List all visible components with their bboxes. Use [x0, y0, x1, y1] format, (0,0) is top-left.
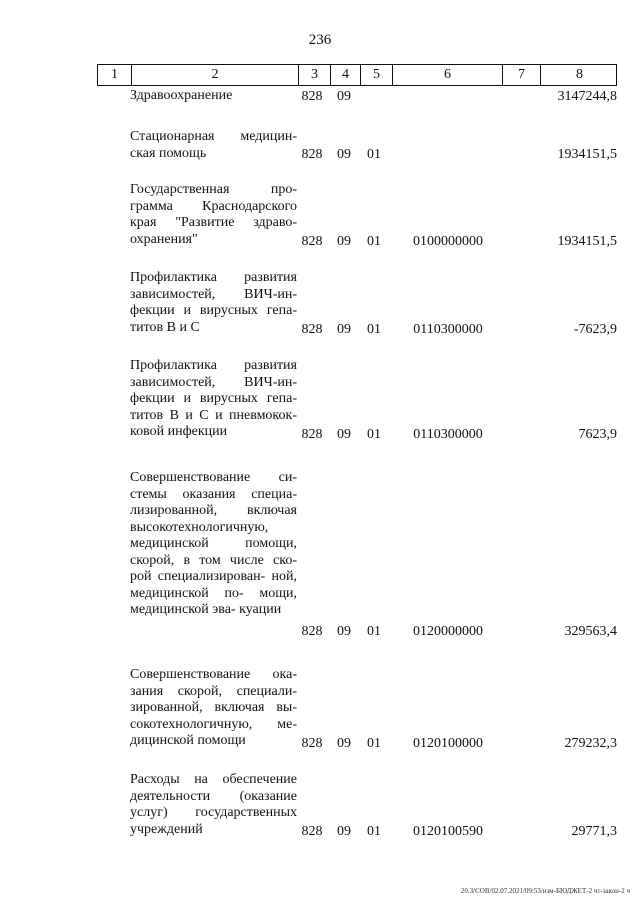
row-code-4: 09	[337, 735, 351, 751]
row-amount: 7623,9	[578, 426, 617, 442]
page-number: 236	[308, 32, 332, 48]
row-code-4: 09	[337, 233, 351, 249]
header-col-4: 4	[330, 65, 360, 85]
row-code-6: 0120100590	[413, 823, 483, 839]
table-row	[97, 667, 617, 752]
row-code-3: 828	[301, 233, 323, 249]
row-code-6: 0120000000	[413, 623, 483, 639]
row-code-4: 09	[337, 321, 351, 337]
table-row	[97, 358, 617, 443]
row-code-4: 09	[337, 623, 351, 639]
table-row	[97, 182, 617, 250]
row-amount: 3147244,8	[557, 88, 617, 104]
row-code-5: 01	[367, 623, 381, 639]
row-description: Профилактика развития зависимостей, ВИЧ-ин- фекции и вирусных гепа- титов В и С и пневмокок- ковой инфекции	[130, 358, 297, 439]
row-amount: 1934151,5	[557, 233, 617, 249]
header-col-5: 5	[360, 65, 392, 85]
row-code-3: 828	[301, 321, 323, 337]
row-amount: 29771,3	[571, 823, 617, 839]
row-code-4: 09	[337, 823, 351, 839]
row-code-4: 09	[337, 426, 351, 442]
table-row	[97, 129, 617, 163]
row-code-6: 0100000000	[413, 233, 483, 249]
budget-table	[97, 64, 617, 839]
row-code-5: 01	[367, 146, 381, 162]
row-code-3: 828	[301, 623, 323, 639]
document-footer-stamp: 20.3/СОВ/02.07.2021/09:53/изм-БЮДЖЕТ-2 чт-закон-2 ч	[460, 887, 630, 895]
table-row	[97, 772, 617, 840]
row-amount: 279232,3	[564, 735, 617, 751]
row-code-6: 0120100000	[413, 735, 483, 751]
row-code-4: 09	[337, 88, 351, 104]
row-code-6: 0110300000	[413, 321, 483, 337]
row-amount: 329563,4	[564, 623, 617, 639]
header-col-8: 8	[540, 65, 618, 85]
row-code-6: 0110300000	[413, 426, 483, 442]
row-code-3: 828	[301, 735, 323, 751]
table-row	[97, 470, 617, 640]
table-row	[97, 270, 617, 338]
row-code-5: 01	[367, 823, 381, 839]
header-col-3: 3	[298, 65, 330, 85]
header-col-6: 6	[392, 65, 502, 85]
row-code-3: 828	[301, 823, 323, 839]
row-description: Совершенствование ока- зания скорой, специали- зированной, включая вы- сокотехнологичную, ме- дицинской помощи	[130, 667, 297, 748]
row-code-3: 828	[301, 426, 323, 442]
header-col-1: 1	[111, 67, 118, 82]
row-code-5: 01	[367, 321, 381, 337]
row-amount: 1934151,5	[557, 146, 617, 162]
row-description: Государственная про- грамма Краснодарского края "Развитие здраво- охранения"	[130, 182, 297, 247]
row-description: Совершенствование си- стемы оказания специа- лизированной, включая высокотехнологичную, медицинской помощи, скорой, в том числе ско- рой специализирован- ной, медицинской по- мощи, медицинской эва- куации	[130, 470, 297, 617]
table-header	[97, 64, 617, 86]
row-description: Здравоохранение	[130, 88, 233, 103]
header-col-2: 2	[131, 65, 298, 85]
header-col-7: 7	[502, 65, 540, 85]
row-code-5: 01	[367, 426, 381, 442]
row-code-3: 828	[301, 146, 323, 162]
row-description: Расходы на обеспечение деятельности (оказание услуг) государственных учреждений	[130, 772, 297, 837]
row-code-5: 01	[367, 735, 381, 751]
row-description: Стационарная медицин- ская помощь	[130, 129, 297, 161]
row-code-5: 01	[367, 233, 381, 249]
row-code-3: 828	[301, 88, 323, 104]
row-code-4: 09	[337, 146, 351, 162]
table-row	[97, 88, 617, 105]
row-amount: -7623,9	[573, 321, 617, 337]
row-description: Профилактика развития зависимостей, ВИЧ-ин- фекции и вирусных гепа- титов В и С	[130, 270, 297, 335]
